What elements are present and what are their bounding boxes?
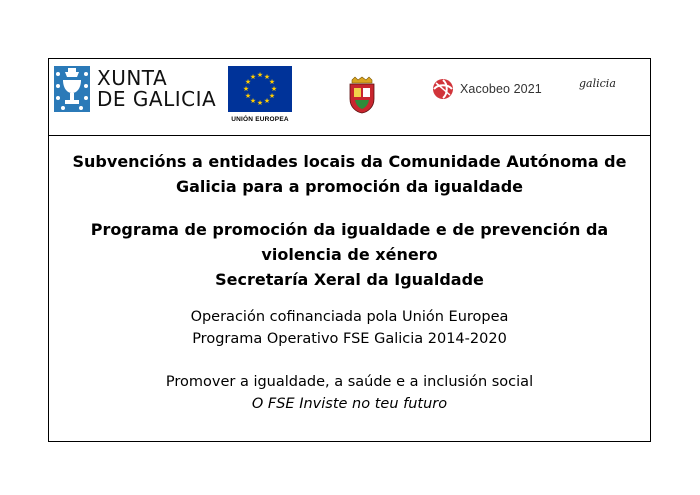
program-line-2: violencia de xénero: [261, 245, 438, 264]
svg-text:★: ★: [268, 92, 276, 100]
xunta-chalice-emblem-icon: [54, 66, 90, 112]
secretaria-line: Secretaría Xeral da Igualdade: [215, 270, 484, 289]
xacobeo-label: Xacobeo 2021: [460, 82, 542, 96]
svg-text:★: ★: [263, 97, 271, 105]
eu-flag-icon: [228, 66, 292, 112]
operation-line-1: Operación cofinanciada pola Unión Europea: [190, 309, 509, 325]
svg-text:★: ★: [249, 97, 257, 105]
notice-body: [49, 149, 650, 415]
svg-text:★: ★: [256, 71, 264, 79]
coat-of-arms-icon: [347, 76, 377, 114]
xacobeo-logo: [432, 78, 542, 100]
eu-caption: UNIÓN EUROPEA: [231, 116, 289, 123]
logo-row: [49, 59, 650, 136]
svg-text:★: ★: [244, 78, 252, 86]
motto-line: O FSE Inviste no teu futuro: [251, 396, 448, 412]
xacobeo-swirl-icon: [432, 78, 454, 100]
svg-text:★: ★: [256, 99, 264, 107]
municipal-coat-of-arms-logo: [347, 76, 377, 119]
svg-text:★: ★: [244, 92, 252, 100]
xunta-logo: [54, 66, 216, 112]
xunta-line1: XUNTA: [97, 66, 168, 90]
svg-text:★: ★: [270, 85, 278, 93]
eu-logo: [227, 66, 293, 123]
svg-text:★: ★: [268, 78, 276, 86]
program-line-1: Programa de promoción da igualdade e de prevención da: [90, 220, 609, 239]
xunta-line2: DE GALICIA: [97, 87, 217, 111]
svg-text:★: ★: [249, 73, 257, 81]
title-line-1: Subvencións a entidades locais da Comunidade Autónoma de: [72, 152, 627, 171]
title-line-2: Galicia para a promoción da igualdade: [175, 177, 523, 196]
galicia-logo: galicia: [579, 77, 616, 90]
svg-text:★: ★: [242, 85, 250, 93]
operation-line-2: Programa Operativo FSE Galicia 2014-2020: [192, 331, 507, 347]
notice-frame: [48, 58, 651, 442]
promote-line: Promover a igualdade, a saúde e a inclusión social: [165, 374, 534, 390]
svg-text:★: ★: [263, 73, 271, 81]
